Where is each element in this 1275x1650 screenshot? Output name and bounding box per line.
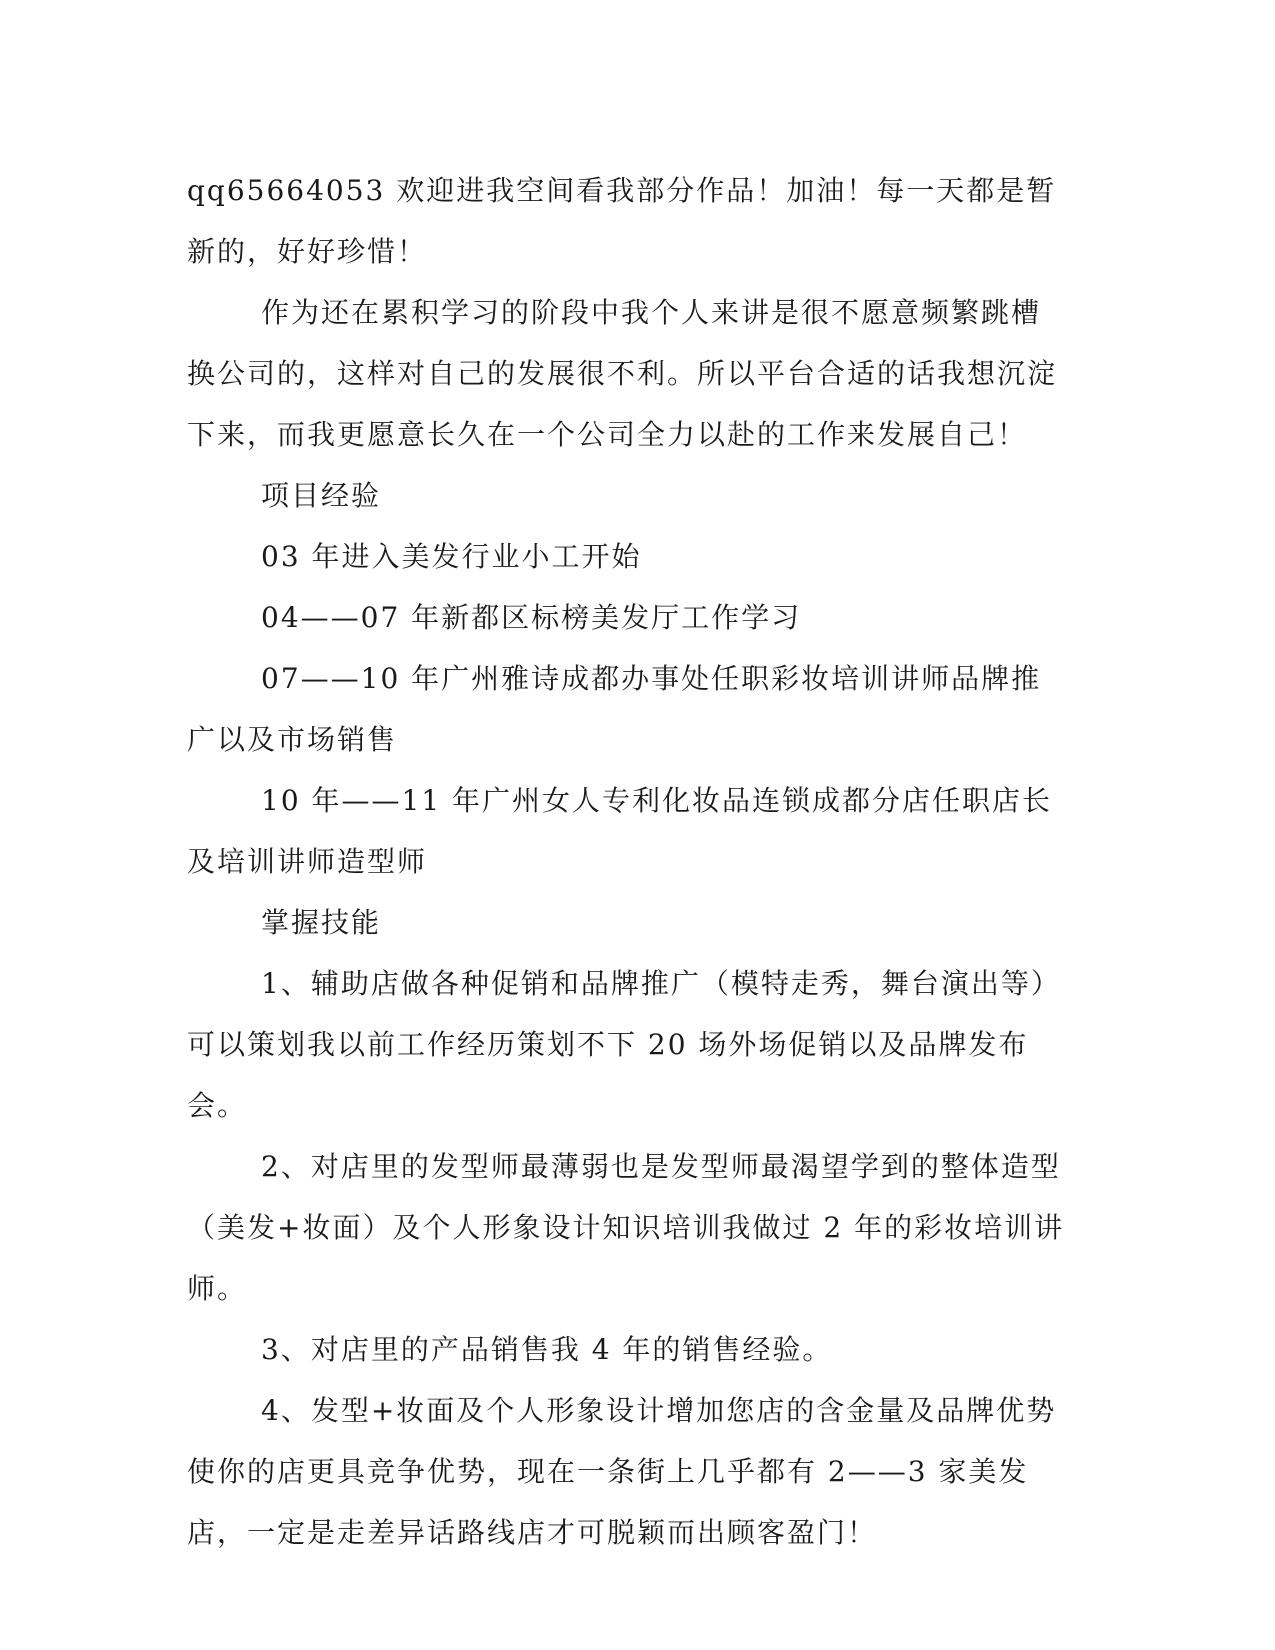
skill-item: 3、对店里的产品销售我 4 年的销售经验。 bbox=[261, 1333, 833, 1366]
paragraph-intro: 作为还在累积学习的阶段中我个人来讲是很不愿意频繁跳槽换公司的，这样对自己的发展很不利。所以平台合适的话我想沉淀下来，而我更愿意长久在一个公司全力以赴的工作来发展自己！ bbox=[187, 296, 1058, 451]
skill-item: 4、发型+妆面及个人形象设计增加您店的含金量及品牌优势使你的店更具竞争优势，现在一条街上几乎都有 2——3 家美发店，一定是走差异话路线店才可脱颖而出顾客盈门！ bbox=[187, 1394, 1057, 1549]
skill-item: 1、辅助店做各种促销和品牌推广（模特走秀，舞台演出等）可以策划我以前工作经历策划不下 20 场外场促销以及品牌发布会。 bbox=[187, 967, 1061, 1122]
experience-item: 07——10 年广州雅诗成都办事处任职彩妆培训讲师品牌推广以及市场销售 bbox=[187, 662, 1042, 756]
paragraph-contact: qq65664053 欢迎进我空间看我部分作品！加油！每一天都是暂新的，好好珍惜！ bbox=[187, 174, 1057, 268]
skill-item: 2、对店里的发型师最薄弱也是发型师最渴望学到的整体造型（美发+妆面）及个人形象设计知识培训我做过 2 年的彩妆培训讲师。 bbox=[187, 1150, 1065, 1305]
heading-project-experience: 项目经验 bbox=[261, 479, 382, 512]
experience-item: 04——07 年新都区标榜美发厅工作学习 bbox=[261, 601, 802, 634]
experience-item: 10 年——11 年广州女人专利化妆品连锁成都分店任职店长及培训讲师造型师 bbox=[187, 784, 1053, 878]
heading-skills: 掌握技能 bbox=[261, 906, 382, 939]
experience-item: 03 年进入美发行业小工开始 bbox=[261, 540, 642, 573]
document-body bbox=[187, 160, 1067, 1563]
